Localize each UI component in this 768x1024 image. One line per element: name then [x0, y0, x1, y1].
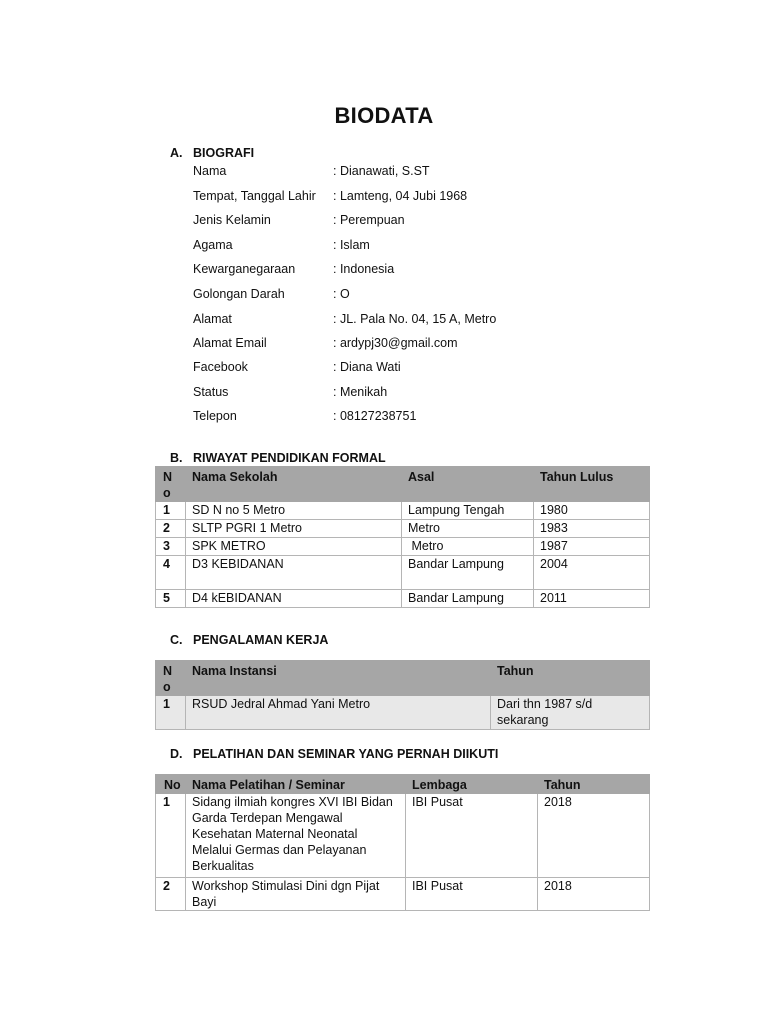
- section-letter: A.: [170, 146, 183, 160]
- table-cell: 2: [156, 878, 186, 911]
- bio-row-agama: [193, 235, 370, 255]
- table-cell: RSUD Jedral Ahmad Yani Metro: [186, 696, 491, 730]
- table-cell: Bandar Lampung: [402, 556, 534, 590]
- table-cell: Lampung Tengah: [402, 502, 534, 520]
- column-header: Nama Instansi: [186, 661, 491, 696]
- table-cell: Workshop Stimulasi Dini dgn Pijat Bayi: [186, 878, 406, 911]
- bio-label: Agama: [193, 238, 233, 252]
- column-header: No: [156, 467, 186, 502]
- table-cell: Metro: [402, 520, 534, 538]
- bio-row-telepon: [193, 406, 416, 426]
- bio-label: Golongan Darah: [193, 287, 285, 301]
- bio-row-alamat: [193, 309, 496, 329]
- table-cell: SLTP PGRI 1 Metro: [186, 520, 402, 538]
- table-cell: SD N no 5 Metro: [186, 502, 402, 520]
- table-row: [156, 696, 650, 730]
- bio-value: : Indonesia: [333, 262, 395, 276]
- bio-value: : Islam: [333, 238, 370, 252]
- bio-row-golongan-darah: [193, 284, 350, 304]
- bio-row-nama: [193, 161, 430, 181]
- section-letter: D.: [170, 747, 183, 761]
- table-row: [156, 794, 650, 878]
- column-header: Nama Sekolah: [186, 467, 402, 502]
- table-cell: IBI Pusat: [406, 794, 538, 878]
- table-cell: 2: [156, 520, 186, 538]
- page-title: BIODATA: [334, 103, 434, 128]
- table-header-row: [156, 467, 650, 502]
- table-cell: 3: [156, 538, 186, 556]
- section-title: BIOGRAFI: [193, 146, 255, 160]
- bio-label: Kewarganegaraan: [193, 262, 296, 276]
- bio-label: Alamat: [193, 312, 232, 326]
- table-cell: 2011: [534, 590, 650, 608]
- column-header: Nama Pelatihan / Seminar: [186, 775, 406, 794]
- section-a-heading: [170, 146, 254, 160]
- table-cell: Metro: [402, 538, 534, 556]
- bio-value: : JL. Pala No. 04, 15 A, Metro: [333, 312, 497, 326]
- section-title: PELATIHAN DAN SEMINAR YANG PERNAH DIIKUTI: [193, 747, 499, 761]
- table-cell: D3 KEBIDANAN: [186, 556, 402, 590]
- table-row: [156, 538, 650, 556]
- table-row: [156, 878, 650, 911]
- table-cell: SPK METRO: [186, 538, 402, 556]
- bio-value: : Menikah: [333, 385, 388, 399]
- bio-label: Alamat Email: [193, 336, 267, 350]
- table-cell: D4 kEBIDANAN: [186, 590, 402, 608]
- table-cell: 1: [156, 794, 186, 878]
- bio-value: : 08127238751: [333, 409, 417, 423]
- bio-label: Nama: [193, 164, 227, 178]
- bio-label: Tempat, Tanggal Lahir: [193, 189, 316, 203]
- bio-value: : Diana Wati: [333, 360, 401, 374]
- section-title: RIWAYAT PENDIDIKAN FORMAL: [193, 451, 386, 465]
- column-header: Tahun: [491, 661, 650, 696]
- column-header: Asal: [402, 467, 534, 502]
- bio-value: : Lamteng, 04 Jubi 1968: [333, 189, 468, 203]
- table-cell: 2018: [538, 794, 650, 878]
- table-cell: 1980: [534, 502, 650, 520]
- table-cell: 5: [156, 590, 186, 608]
- column-header: Lembaga: [406, 775, 538, 794]
- bio-value: : ardypj30@gmail.com: [333, 336, 458, 350]
- table-cell: 1983: [534, 520, 650, 538]
- table-cell: Dari thn 1987 s/d sekarang: [491, 696, 650, 730]
- pelatihan-table: [155, 774, 650, 911]
- table-cell: 4: [156, 556, 186, 590]
- bio-row-jenis-kelamin: [193, 210, 405, 230]
- section-b-heading: [170, 451, 386, 465]
- bio-label: Facebook: [193, 360, 248, 374]
- table-row: [156, 590, 650, 608]
- column-header: Tahun: [538, 775, 650, 794]
- table-header-row: [156, 661, 650, 696]
- bio-label: Jenis Kelamin: [193, 213, 271, 227]
- column-header: Tahun Lulus: [534, 467, 650, 502]
- section-c-heading: [170, 633, 328, 647]
- table-cell: 1: [156, 502, 186, 520]
- pendidikan-table: [155, 466, 650, 608]
- table-cell: 1: [156, 696, 186, 730]
- bio-value: : O: [333, 287, 350, 301]
- table-cell: IBI Pusat: [406, 878, 538, 911]
- table-cell: 1987: [534, 538, 650, 556]
- section-title: PENGALAMAN KERJA: [193, 633, 329, 647]
- bio-value: : Perempuan: [333, 213, 405, 227]
- bio-label: Telepon: [193, 409, 237, 423]
- bio-row-status: [193, 382, 387, 402]
- bio-row-kewarganegaraan: [193, 259, 394, 279]
- section-letter: B.: [170, 451, 183, 465]
- table-row: [156, 520, 650, 538]
- table-cell: 2018: [538, 878, 650, 911]
- table-row: [156, 556, 650, 590]
- kerja-table: [155, 660, 650, 730]
- table-header-row: [156, 775, 650, 794]
- bio-row-email: [193, 333, 458, 353]
- section-letter: C.: [170, 633, 183, 647]
- table-cell: Bandar Lampung: [402, 590, 534, 608]
- table-cell: 2004: [534, 556, 650, 590]
- column-header: No: [156, 661, 186, 696]
- column-header: No: [156, 775, 186, 794]
- table-row: [156, 502, 650, 520]
- bio-value: : Dianawati, S.ST: [333, 164, 430, 178]
- bio-row-ttl: [193, 186, 467, 206]
- table-cell: Sidang ilmiah kongres XVI IBI Bidan Garda Terdepan Mengawal Kesehatan Maternal Neonatal Melalui Germas dan Pelayanan Berkualitas: [186, 794, 406, 878]
- bio-label: Status: [193, 385, 229, 399]
- bio-row-facebook: [193, 357, 401, 377]
- section-d-heading: [170, 747, 498, 761]
